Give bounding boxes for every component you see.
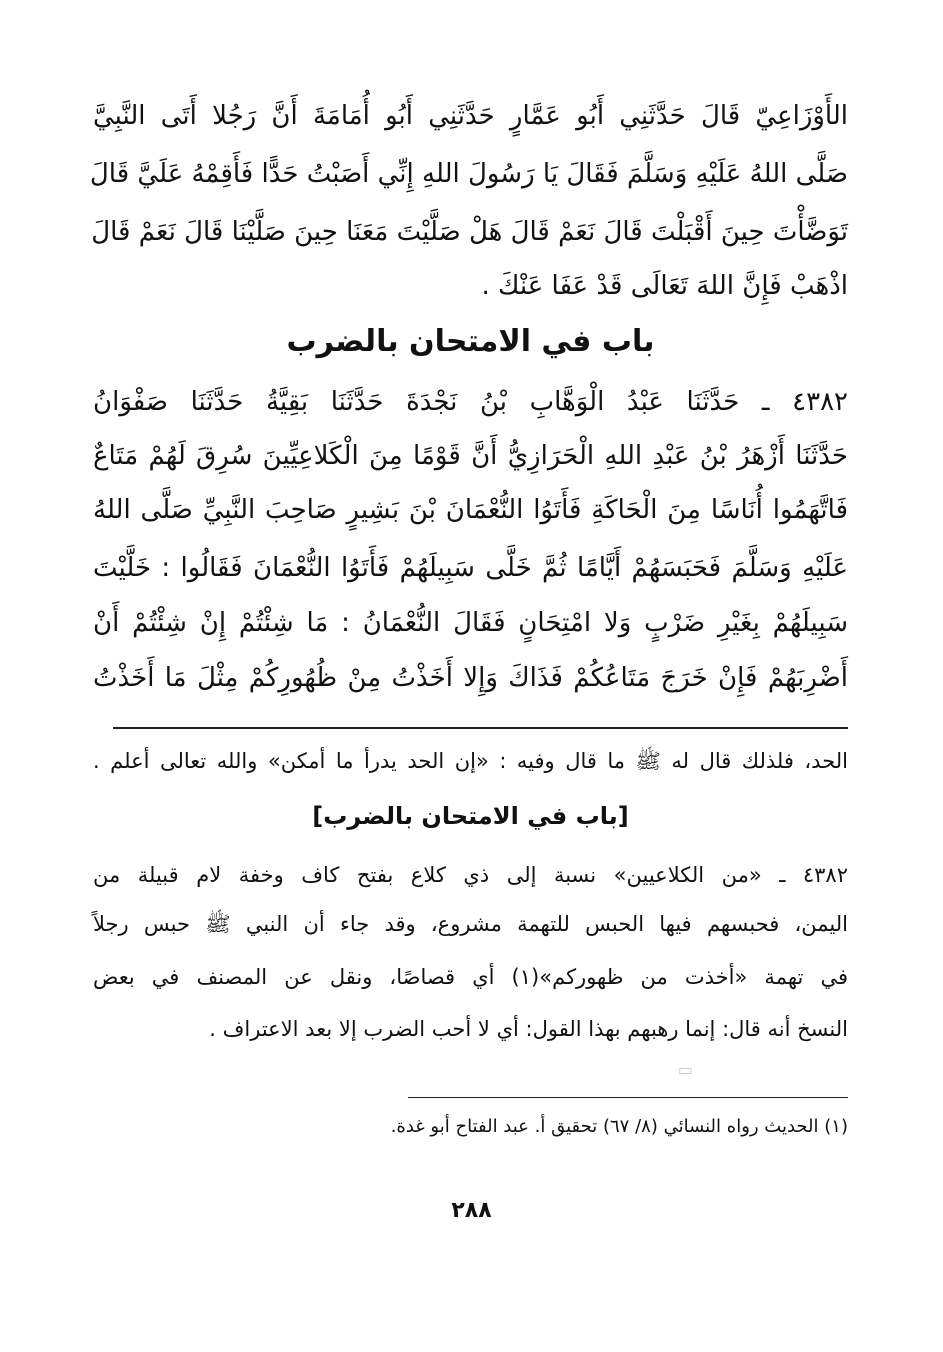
- main-text-line-2: صَلَّى اللهُ عَلَيْهِ وَسَلَّمَ فَقَالَ يَا رَسُولَ اللهِ إِنِّي أَصَبْتُ حَدًّا فَأَقِمْهُ عَلَيَّ قَالَ: [89, 159, 848, 189]
- chapter-title: باب في الامتحان بالضرب: [286, 324, 655, 359]
- footnote-divider: [408, 1097, 848, 1098]
- commentary-line-3: اليمن، فحبسهم فيها الحبس للتهمة مشروع، وقد جاء أن النبي ﷺ حبس رجلاً: [93, 912, 848, 936]
- hadith-line-1: ٤٣٨٢ ـ حَدَّثَنَا عَبْدُ الْوَهَّابِ بْنُ نَجْدَةَ حَدَّثَنَا بَقِيَّةُ حَدَّثَنَا صَفْوَانُ: [93, 387, 848, 417]
- page-number: ٢٨٨: [451, 1198, 492, 1223]
- hadith-line-2: حَدَّثَنَا أَزْهَرُ بْنُ عَبْدِ اللهِ الْحَرَازِيُّ أَنَّ قَوْمًا مِنَ الْكَلاعِيِّينَ سُرِقَ لَهُمْ مَتَاعٌ: [93, 441, 848, 471]
- commentary-line-5: النسخ أنه قال: إنما رهبهم بهذا القول: أي لا أحب الضرب إلا بعد الاعتراف .: [209, 1017, 848, 1041]
- hadith-line-4: عَلَيْهِ وَسَلَّمَ فَحَبَسَهُمْ أَيَّامًا ثُمَّ خَلَّى سَبِيلَهُمْ فَأَتَوُا النُّعْمَانَ فَقَالُوا : خَلَّيْتَ: [93, 553, 848, 583]
- hadith-line-6: أَضْرِبَهُمْ فَإِنْ خَرَجَ مَتَاعُكُمْ فَذَاكَ وَإِلا أَخَذْتُ مِنْ ظُهُورِكُمْ مِثْلَ مَا أَخَذْتُ: [93, 663, 848, 693]
- hadith-line-3: فَاتَّهَمُوا أُنَاسًا مِنَ الْحَاكَةِ فَأَتَوُا النُّعْمَانَ بْنَ بَشِيرٍ صَاحِبَ النَّبِيِّ صَلَّى اللهُ: [93, 495, 848, 525]
- footnote: (١) الحديث رواه النسائي (٨/ ٦٧) تحقيق أ. عبد الفتاح أبو غدة.: [390, 1116, 848, 1137]
- main-divider: [113, 727, 848, 729]
- commentary-chapter-title: [باب في الامتحان بالضرب]: [312, 802, 629, 830]
- commentary-line-4: في تهمة «أخذت من ظهوركم»(١) أي قصاصًا، ونقل عن المصنف في بعض: [93, 965, 849, 989]
- commentary-line-2: ٤٣٨٢ ـ «من الكلاعيين» نسبة إلى ذي كلاع بفتح كاف وخفة لام قبيلة من: [93, 863, 848, 887]
- show-through-mark: ▭: [677, 1060, 693, 1079]
- main-text-line-4: اذْهَبْ فَإِنَّ اللهَ تَعَالَى قَدْ عَفَا عَنْكَ .: [481, 271, 848, 301]
- commentary-line-1: الحد، فلذلك قال له ﷺ ما قال وفيه : «إن الحد يدرأ ما أمكن» والله تعالى أعلم .: [93, 749, 848, 773]
- hadith-line-5: سَبِيلَهُمْ بِغَيْرِ ضَرْبٍ وَلا امْتِحَانٍ فَقَالَ النُّعْمَانُ : مَا شِئْتُمْ إِنْ شِئْتُمْ أَنْ: [93, 608, 848, 638]
- main-text-line-3: تَوَضَّأْتَ حِينَ أَقْبَلْتَ قَالَ نَعَمْ قَالَ هَلْ صَلَّيْتَ مَعَنَا حِينَ صَلَّيْنَا قَالَ نَعَمْ قَالَ: [91, 217, 848, 247]
- main-text-line-1: الأَوْزَاعِيّ قَالَ حَدَّثَنِي أَبُو عَمَّارٍ حَدَّثَنِي أَبُو أُمَامَةَ أَنَّ رَجُلا أَتَى النَّبِيَّ: [93, 101, 848, 131]
